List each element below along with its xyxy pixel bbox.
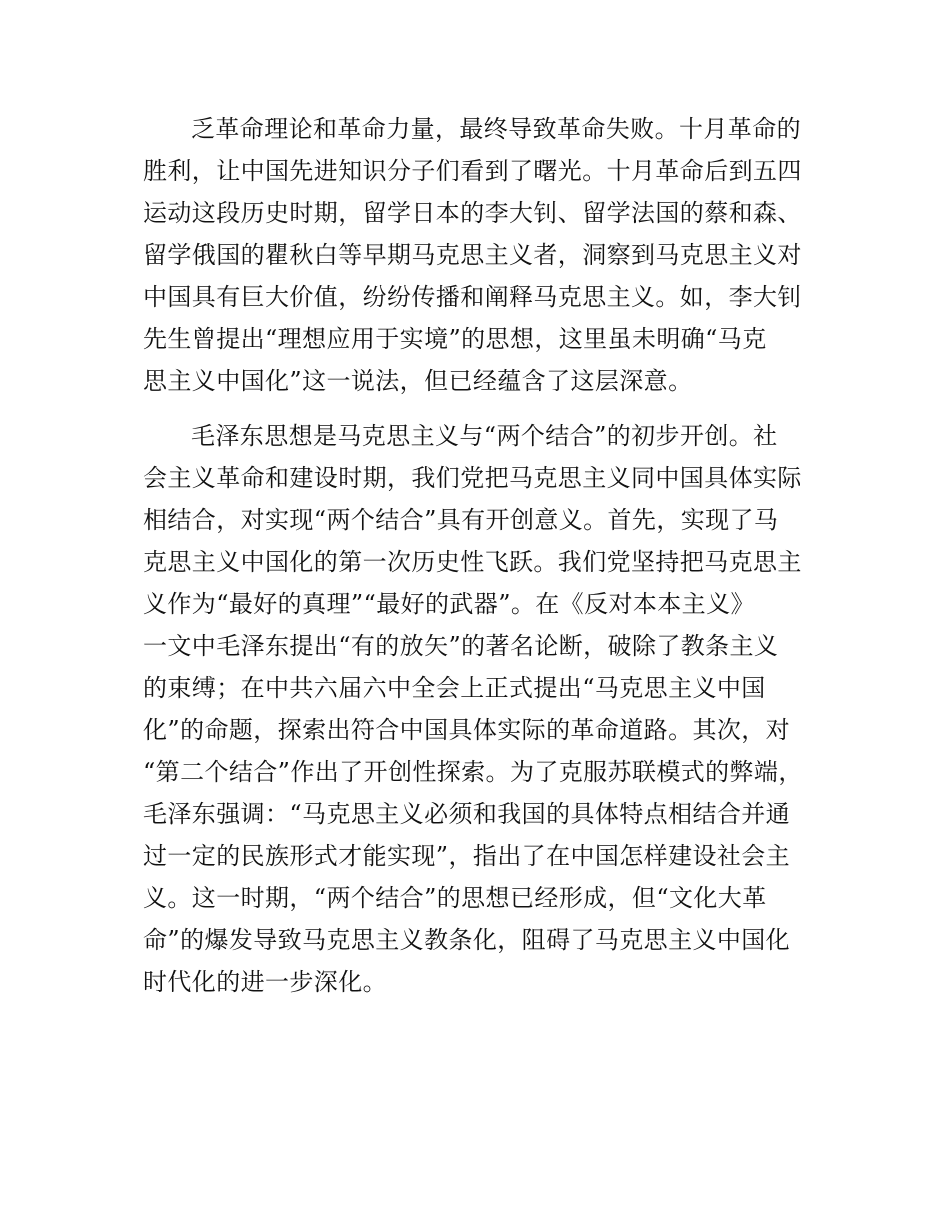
paragraph-line: 克思主义中国化的第一次历史性飞跃。我们党坚持把马克思主: [143, 548, 802, 576]
paragraph-line: 相结合，对实现“两个结合”具有开创意义。首先，实现了马: [143, 506, 779, 534]
paragraph-line: 先生曾提出“理想应用于实境”的思想，这里虽未明确“马克: [143, 325, 767, 353]
paragraph-line: 义。这一时期，“两个结合”的思想已经形成，但“文化大革: [143, 884, 767, 912]
paragraph-line: “第二个结合”作出了开创性探索。为了克服苏联模式的弊端，: [143, 758, 803, 786]
paragraph-line: 运动这段历史时期，留学日本的李大钊、留学法国的蔡和森、: [143, 199, 802, 227]
paragraph-line: 化”的命题，探索出符合中国具体实际的革命道路。其次，对: [143, 716, 791, 744]
paragraph-line: 过一定的民族形式才能实现”，指出了在中国怎样建设社会主: [143, 842, 791, 870]
paragraph-line: 义作为“最好的真理”“最好的武器”。在《反对本本主义》: [143, 590, 755, 618]
paragraph-line: 毛泽东强调：“马克思主义必须和我国的具体特点相结合并通: [143, 800, 791, 828]
paragraph-line: 命”的爆发导致马克思主义教条化，阻碍了马克思主义中国化: [143, 926, 791, 954]
paragraph-line: 会主义革命和建设时期，我们党把马克思主义同中国具体实际: [143, 464, 802, 492]
paragraph-line: 留学俄国的瞿秋白等早期马克思主义者，洞察到马克思主义对: [143, 241, 802, 269]
paragraph-line: 胜利，让中国先进知识分子们看到了曙光。十月革命后到五四: [143, 157, 802, 185]
paragraph-line: 思主义中国化”这一说法，但已经蕴含了这层深意。: [143, 367, 693, 395]
paragraph-line: 一文中毛泽东提出“有的放矢”的著名论断，破除了教条主义: [143, 632, 779, 660]
paragraph-line: 中国具有巨大价值，纷纷传播和阐释马克思主义。如，李大钊: [143, 283, 802, 311]
paragraph-line: 的束缚；在中共六届六中全会上正式提出“马克思主义中国: [143, 674, 766, 702]
paragraph-line: 时代化的进一步深化。: [143, 968, 387, 996]
paragraph-line: 乏革命理论和革命力量，最终导致革命失败。十月革命的: [191, 115, 801, 143]
paragraph-line: 毛泽东思想是马克思主义与“两个结合”的初步开创。社: [191, 422, 778, 450]
